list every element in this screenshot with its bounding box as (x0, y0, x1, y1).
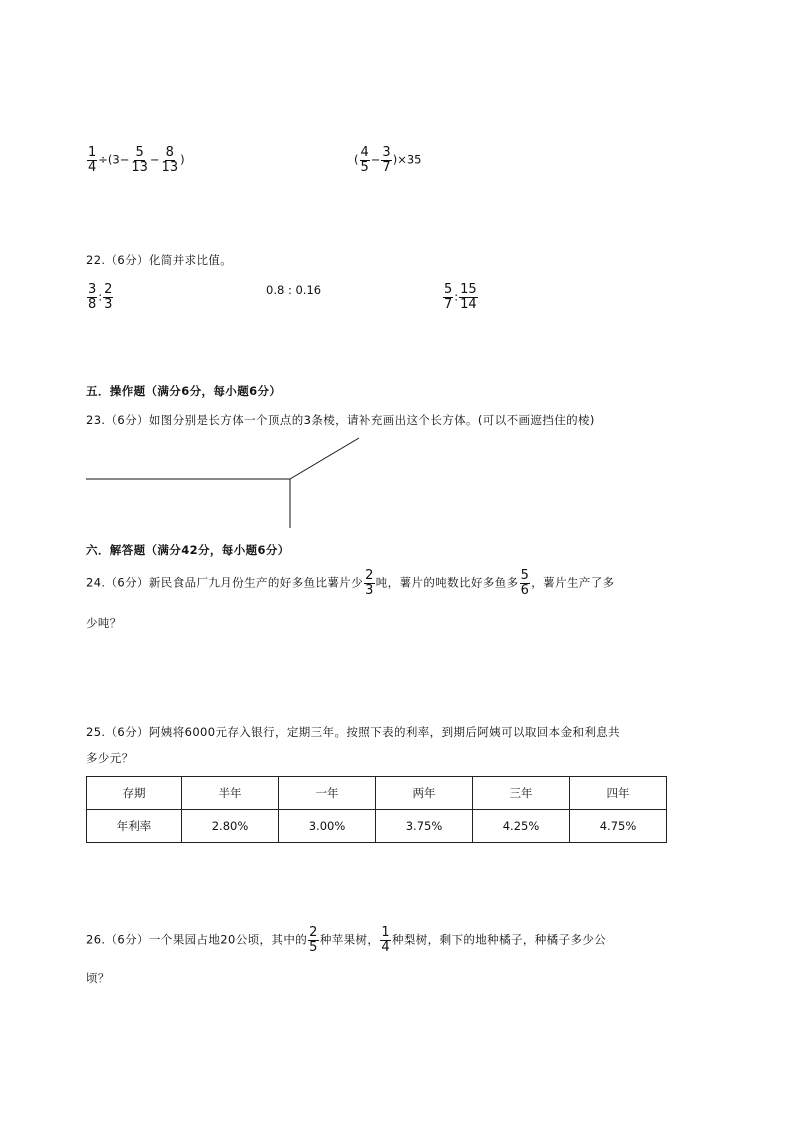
cuboid-edges-diagram (84, 434, 384, 534)
fraction: $\frac{1}{4}$ (88, 145, 97, 175)
q22-ratio-3: $\frac{5}{7}$ : $\frac{15}{14}$ (444, 282, 477, 312)
q22-ratio-1: $\frac{3}{8}$ : $\frac{2}{3}$ (88, 282, 113, 312)
q22-ratio-2: 0.8 : 0.16 (266, 283, 322, 297)
table-header-cell: 四年 (570, 777, 667, 810)
table-cell: 3.75% (376, 810, 473, 843)
expr-right: ( $\frac{4}{5}$ − $\frac{3}{7}$ )×35 (354, 145, 422, 175)
table-header-cell: 存期 (87, 777, 182, 810)
table-header-cell: 三年 (473, 777, 570, 810)
fraction: $\frac{5}{13}$ (131, 145, 148, 175)
edge-diagonal (290, 438, 359, 479)
table-cell: 2.80% (182, 810, 279, 843)
table-header-cell: 两年 (376, 777, 473, 810)
table-header-cell: 半年 (182, 777, 279, 810)
q24-line-1: 24.（6分）新民食品厂九月份生产的好多鱼比薯片少 $\frac{2}{3}$ 吨，薯片的吨数比好多鱼多 $\frac{5}{6}$ ，薯片生产了多 (86, 568, 615, 598)
fraction: $\frac{3}{7}$ (382, 145, 391, 175)
section-5-heading: 五．操作题（满分6分，每小题6分） (86, 384, 282, 398)
q26-line-2: 顷？ (86, 971, 110, 985)
q25-line-2: 多少元？ (86, 751, 134, 765)
table-cell: 4.75% (570, 810, 667, 843)
q23-title: 23.（6分）如图分别是长方体一个顶点的3条棱，请补充画出这个长方体。(可以不画遮挡住的棱) (86, 413, 595, 427)
section-6-heading: 六．解答题（满分42分，每小题6分） (86, 543, 290, 557)
table-row (87, 777, 667, 810)
q24-line-2: 少吨？ (86, 616, 122, 630)
table-header-cell: 一年 (279, 777, 376, 810)
table-cell: 4.25% (473, 810, 570, 843)
interest-rate-table (86, 776, 667, 843)
q25-line-1: 25.（6分）阿姨将6000元存入银行，定期三年。按照下表的利率，到期后阿姨可以取回本金和利息共 (86, 725, 621, 739)
fraction: $\frac{8}{13}$ (161, 145, 179, 175)
table-row (87, 810, 667, 843)
q26-line-1: 26.（6分）一个果园占地20公顷，其中的 $\frac{2}{5}$ 种苹果树， $\frac{1}{4}$ 种梨树，剩下的地种橘子，种橘子多少公 (86, 925, 607, 955)
expr-left: $\frac{1}{4}$ ÷(3− $\frac{5}{13}$ − $\frac{8}{13}$ ) (88, 145, 185, 175)
fraction: $\frac{4}{5}$ (360, 145, 369, 175)
table-cell: 3.00% (279, 810, 376, 843)
q22-title: 22.（6分）化简并求比值。 (86, 253, 233, 267)
table-cell: 年利率 (87, 810, 182, 843)
